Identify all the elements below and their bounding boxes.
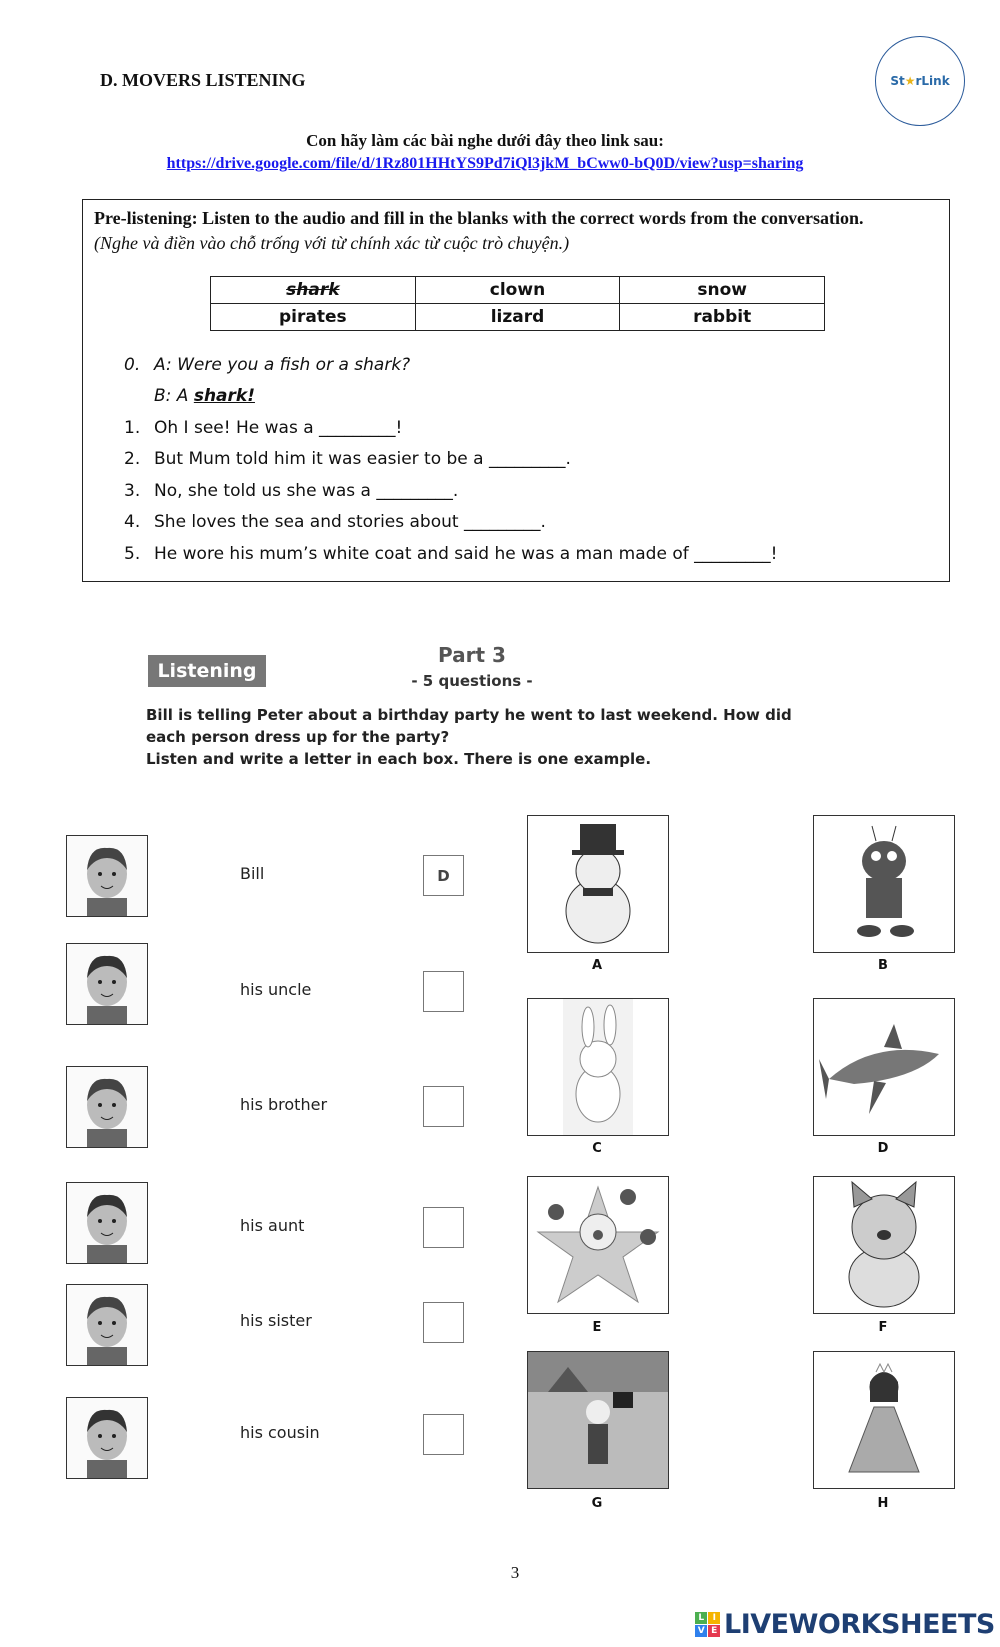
listening-label: Listening — [148, 655, 266, 687]
princess-icon — [814, 1352, 954, 1488]
answer-box[interactable] — [423, 971, 464, 1012]
item-text: No, she told us she was a _________. — [154, 481, 459, 501]
cat-icon — [814, 1177, 954, 1313]
part-title: Part 3 — [438, 643, 506, 667]
picture-letter: B — [878, 958, 888, 973]
question-item[interactable] — [124, 512, 546, 532]
person-avatar — [66, 1182, 148, 1264]
question-item[interactable] — [124, 481, 458, 501]
question-item[interactable] — [124, 418, 402, 438]
picture-letter: C — [592, 1141, 602, 1156]
person-avatar — [66, 1066, 148, 1148]
example-line-b — [124, 386, 255, 406]
word-bank-cell: snow — [620, 277, 825, 304]
word-bank — [210, 276, 825, 331]
logo-tile: I — [708, 1612, 720, 1624]
answer-box[interactable] — [423, 1207, 464, 1248]
item-text: Oh I see! He was a _________! — [154, 418, 403, 438]
logo-tile: L — [695, 1612, 707, 1624]
picture-letter: G — [591, 1496, 603, 1511]
starlink-logo: St★rLink — [875, 36, 965, 126]
word-bank-cell: pirates — [211, 304, 416, 331]
instruction-line: Bill is telling Peter about a birthday party he went to last weekend. How did each person dress up for the party? — [146, 706, 792, 746]
instruction-text: Con hãy làm các bài nghe dưới đây theo link sau: — [306, 131, 664, 150]
logo-tile: E — [708, 1625, 720, 1637]
item-number: 0. — [124, 355, 141, 375]
example-text: A: Were you a fish or a shark? — [154, 355, 411, 375]
page-number: 3 — [510, 1563, 520, 1582]
shark-icon — [814, 999, 954, 1135]
question-item[interactable] — [124, 449, 571, 469]
person-label: his uncle — [240, 980, 312, 999]
answer-box[interactable] — [423, 1086, 464, 1127]
brand-text: LIVEWORKSHEETS — [724, 1609, 995, 1640]
cat-picture — [813, 1176, 955, 1314]
example-text: B: A — [154, 386, 194, 406]
word-bank-cell: lizard — [415, 304, 620, 331]
item-number: 4. — [124, 512, 141, 532]
prelistening-subtitle: (Nghe và điền vào chỗ trống với từ chính xác từ cuộc trò chuyện.) — [94, 233, 570, 253]
answer-box[interactable] — [423, 1414, 464, 1455]
picture-letter: D — [877, 1141, 889, 1156]
picture-letter: A — [591, 958, 603, 973]
word-bank-cell: rabbit — [620, 304, 825, 331]
picture-letter: H — [877, 1496, 889, 1511]
alien-icon — [814, 816, 954, 952]
person-label: Bill — [240, 864, 265, 883]
snowman-picture — [527, 815, 669, 953]
word-bank-cell: clown — [415, 277, 620, 304]
question-count: - 5 questions - — [411, 672, 533, 690]
item-number: 5. — [124, 544, 141, 564]
rabbit-icon — [528, 999, 668, 1135]
prelistening-title: Pre-listening: Listen to the audio and fill in the blanks with the correct words from the conversation. — [94, 208, 864, 228]
instruction-line: Listen and write a letter in each box. There is one example. — [146, 750, 652, 768]
answer-box[interactable] — [423, 1302, 464, 1343]
section-title: D. MOVERS LISTENING — [100, 70, 306, 90]
liveworksheets-logo — [695, 1609, 995, 1640]
word-bank-cell: shark — [211, 277, 416, 304]
pirate-icon — [528, 1352, 668, 1488]
logo-tiles-icon — [695, 1612, 720, 1637]
clown-icon — [528, 1177, 668, 1313]
item-number: 1. — [124, 418, 141, 438]
pirate-picture — [527, 1351, 669, 1489]
princess-picture — [813, 1351, 955, 1489]
person-label: his brother — [240, 1095, 328, 1114]
person-avatar — [66, 835, 148, 917]
person-avatar — [66, 1284, 148, 1366]
logo-tile: V — [695, 1625, 707, 1637]
person-label: his cousin — [240, 1423, 320, 1442]
picture-letter: E — [592, 1320, 602, 1335]
example-answer: shark! — [193, 386, 255, 406]
item-text: He wore his mum’s white coat and said he was a man made of _________! — [154, 544, 778, 564]
person-label: his aunt — [240, 1216, 305, 1235]
item-text: She loves the sea and stories about _________. — [154, 512, 546, 532]
example-line-a — [124, 355, 410, 375]
item-text: But Mum told him it was easier to be a _________. — [154, 449, 571, 469]
part3-instructions — [146, 704, 826, 770]
clown-picture — [527, 1176, 669, 1314]
snowman-icon — [528, 816, 668, 952]
person-avatar — [66, 943, 148, 1025]
alien-picture — [813, 815, 955, 953]
answer-box[interactable]: D — [423, 855, 464, 896]
person-avatar — [66, 1397, 148, 1479]
shark-picture — [813, 998, 955, 1136]
question-item[interactable] — [124, 544, 777, 564]
person-label: his sister — [240, 1311, 312, 1330]
audio-link[interactable]: https://drive.google.com/file/d/1Rz801HHtYS9Pd7iQl3jkM_bCww0-bQ0D/view?usp=sharing — [166, 155, 804, 172]
item-number: 3. — [124, 481, 141, 501]
rabbit-picture — [527, 998, 669, 1136]
item-number: 2. — [124, 449, 141, 469]
picture-letter: F — [878, 1320, 888, 1335]
